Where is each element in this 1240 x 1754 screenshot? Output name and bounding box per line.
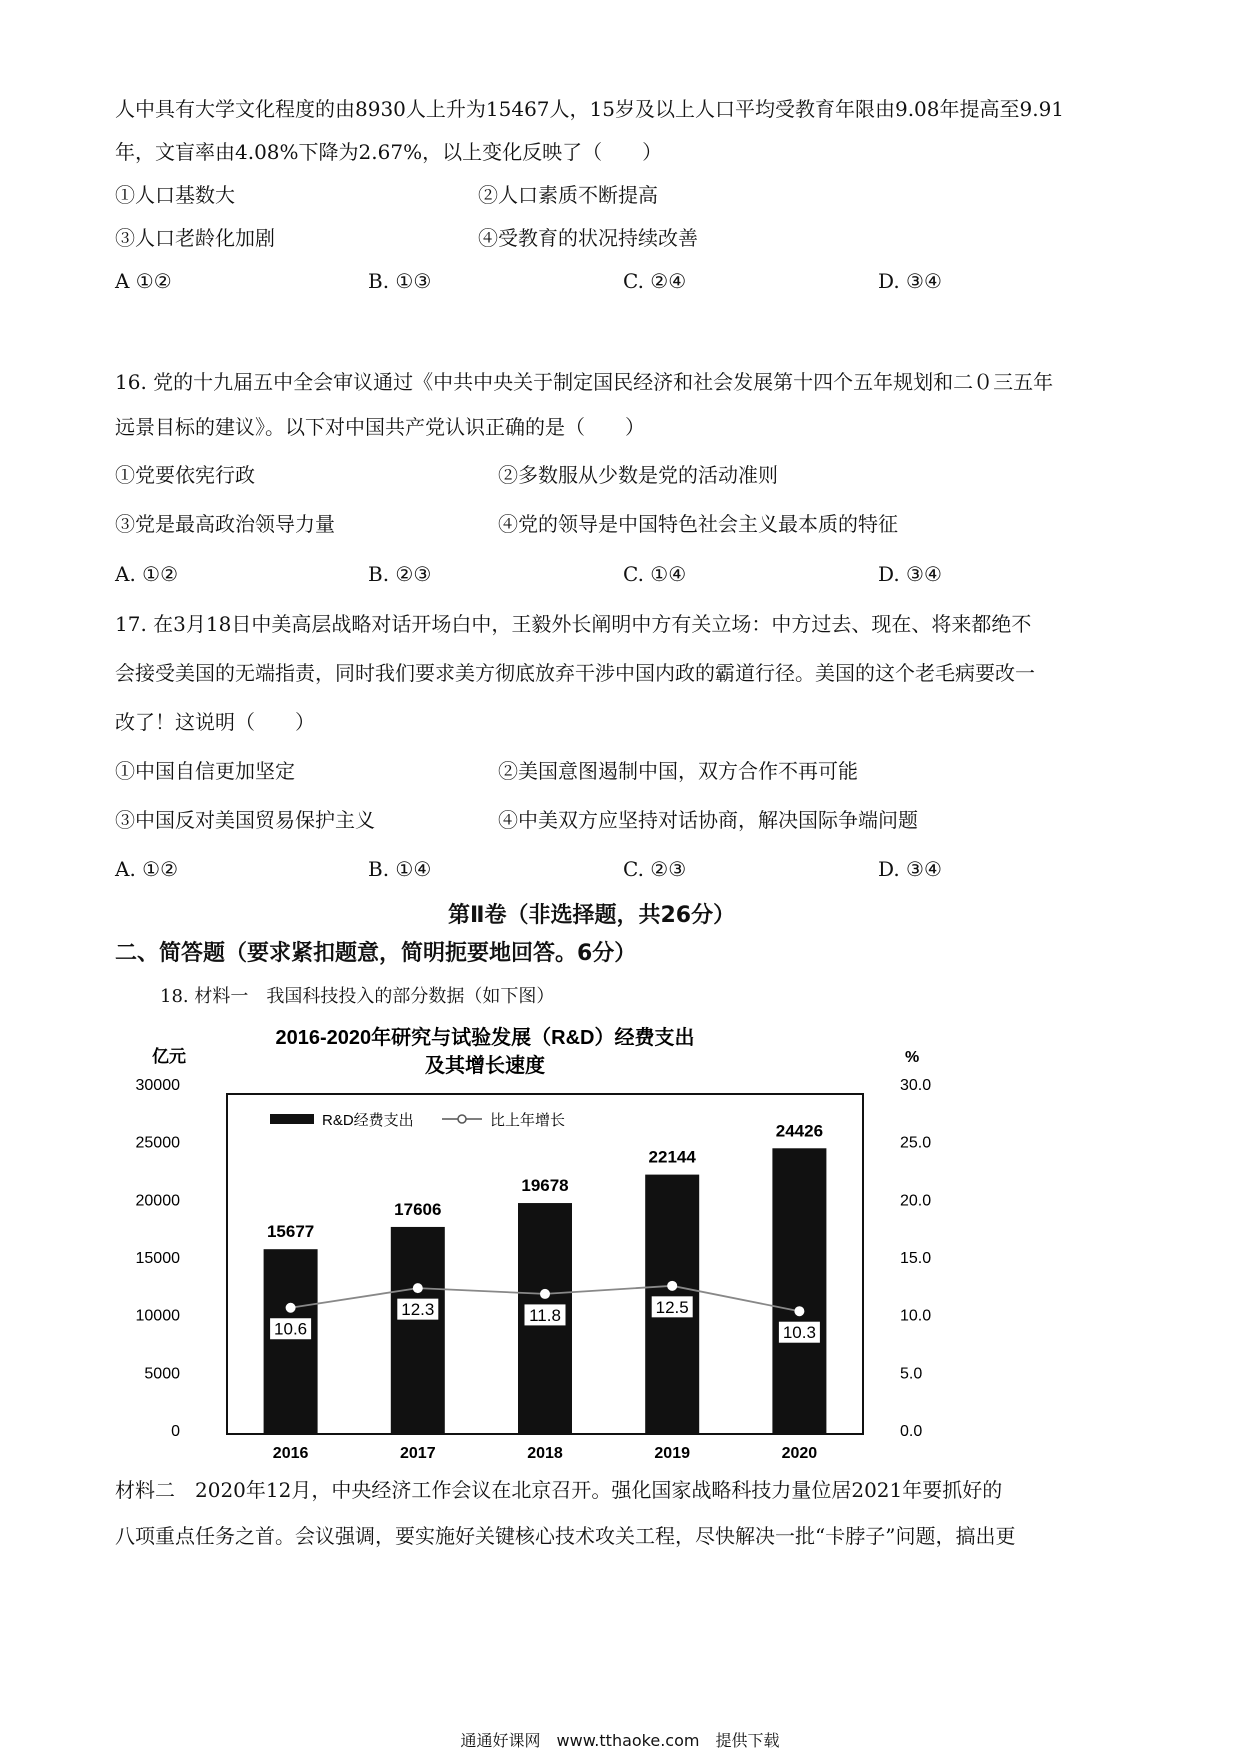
y2-tick-label: 30.0 (900, 1077, 932, 1094)
y2-tick-label: 0.0 (900, 1423, 923, 1440)
bar-value-label: 15677 (266, 1222, 315, 1242)
growth-value-label: 10.6 (274, 1319, 308, 1339)
legend-line-label: 比上年增长 (490, 1112, 566, 1129)
x-tick-label: 2019 (654, 1445, 690, 1462)
q15-stem-line2: 年，文盲率由4.08%下降为2.67%，以上变化反映了（ ） (115, 140, 663, 164)
q17-choice-c: C. ②③ (623, 857, 687, 881)
bar-value-label: 22144 (648, 1147, 696, 1167)
part2-title: 第Ⅱ卷（非选择题，共26分） (448, 903, 736, 928)
growth-point (413, 1284, 422, 1293)
x-tick-label: 2018 (527, 1445, 563, 1462)
q15-choice-d: D. ③④ (878, 269, 942, 293)
q17-item-4: ④中美双方应坚持对话协商，解决国际争端问题 (498, 808, 918, 832)
q15-choice-c: C. ②④ (623, 269, 687, 293)
q15-choice-a: A ①② (115, 269, 172, 293)
q17-choice-d: D. ③④ (878, 857, 942, 881)
q16-choice-a: A. ①② (115, 562, 179, 586)
section2-title: 二、简答题（要求紧扣题意，简明扼要地回答。6分） (115, 941, 637, 966)
q17-item-3: ③中国反对美国贸易保护主义 (115, 808, 375, 832)
legend-bar-swatch (270, 1114, 314, 1124)
q17-choice-a: A. ①② (115, 857, 179, 881)
bar-2020 (772, 1148, 826, 1434)
y2-tick-label: 20.0 (900, 1192, 932, 1210)
bar-2016 (264, 1249, 318, 1434)
y-axis-label: 亿元 (152, 1047, 186, 1066)
material2-line2: 八项重点任务之首。会议强调，要实施好关键核心技术攻关工程，尽快解决一批“卡脖子”问题，搞出更 (115, 1524, 1016, 1548)
y-tick-label: 0 (171, 1423, 180, 1440)
q17-stem-line2: 会接受美国的无端指责，同时我们要求美方彻底放弃干涉中国内政的霸道行径。美国的这个老毛病要改一 (115, 661, 1035, 685)
y-tick-label: 15000 (135, 1250, 180, 1267)
growth-point (541, 1289, 550, 1298)
bar-value-label: 19678 (521, 1176, 569, 1196)
growth-value-label: 10.3 (782, 1323, 816, 1343)
q15-choice-b: B. ①③ (368, 269, 432, 293)
q16-choice-b: B. ②③ (368, 562, 432, 586)
growth-point (286, 1303, 295, 1312)
legend-line-marker (458, 1115, 466, 1123)
q16-choice-c: C. ①④ (623, 562, 687, 586)
q15-item-4: ④受教育的状况持续改善 (478, 226, 698, 250)
bar-value-label: 24426 (775, 1121, 824, 1141)
y-tick-label: 10000 (135, 1307, 180, 1325)
q15-item-1: ①人口基数大 (115, 183, 235, 207)
q16-choice-d: D. ③④ (878, 562, 942, 586)
material2-line1: 材料二 2020年12月，中央经济工作会议在北京召开。强化国家战略科技力量位居2021年要抓好的 (115, 1478, 1003, 1502)
q17-choice-b: B. ①④ (368, 857, 432, 881)
page-footer: 通通好课网 www.tthaoke.com 提供下载 (460, 1731, 780, 1750)
y-tick-label: 5000 (144, 1365, 180, 1383)
q15-stem-line1: 人中具有大学文化程度的由8930人上升为15467人，15岁及以上人口平均受教育年限由9.08年提高至9.91 (115, 97, 1065, 121)
q16-item-1: ①党要依宪行政 (115, 463, 255, 487)
y2-tick-label: 15.0 (900, 1250, 932, 1267)
y-tick-label: 25000 (135, 1134, 180, 1152)
growth-point (668, 1281, 677, 1290)
x-tick-label: 2017 (400, 1445, 436, 1462)
q16-item-3: ③党是最高政治领导力量 (115, 512, 335, 536)
q16-stem-line1: 16. 党的十九届五中全会审议通过《中共中央关于制定国民经济和社会发展第十四个五年规划和二０三五年 (115, 370, 1054, 394)
y2-tick-label: 25.0 (900, 1134, 932, 1152)
q18-intro: 18. 材料一 我国科技投入的部分数据（如下图） (160, 986, 555, 1007)
growth-value-label: 12.3 (401, 1300, 435, 1320)
growth-point (795, 1307, 804, 1316)
growth-value-label: 11.8 (529, 1305, 561, 1325)
chart-subtitle: 及其增长速度 (425, 1055, 545, 1077)
legend-bar-label: R&D经费支出 (322, 1112, 414, 1129)
q17-stem-line3: 改了！这说明（ ） (115, 710, 315, 734)
q16-stem-line2: 远景目标的建议》。以下对中国共产党认识正确的是（ ） (115, 415, 645, 439)
chart-title: 2016-2020年研究与试验发展（R&D）经费支出 (275, 1027, 695, 1049)
q17-item-2: ②美国意图遏制中国，双方合作不再可能 (498, 759, 858, 783)
x-tick-label: 2016 (272, 1445, 309, 1462)
y2-tick-label: 10.0 (900, 1307, 932, 1325)
x-tick-label: 2020 (781, 1445, 818, 1462)
bar-value-label: 17606 (394, 1199, 442, 1219)
q16-item-2: ②多数服从少数是党的活动准则 (498, 463, 778, 487)
q16-item-4: ④党的领导是中国特色社会主义最本质的特征 (498, 512, 898, 536)
growth-value-label: 12.5 (655, 1297, 689, 1317)
q17-item-1: ①中国自信更加坚定 (115, 759, 295, 783)
y-tick-label: 20000 (135, 1192, 180, 1210)
q15-item-3: ③人口老龄化加剧 (115, 226, 275, 250)
y2-tick-label: 5.0 (900, 1365, 923, 1383)
bar-2017 (391, 1227, 445, 1434)
y2-axis-label: % (905, 1049, 920, 1066)
q15-item-2: ②人口素质不断提高 (478, 183, 658, 207)
y-tick-label: 30000 (135, 1077, 180, 1094)
q17-stem-line1: 17. 在3月18日中美高层战略对话开场白中，王毅外长阐明中方有关立场：中方过去、现在、将来都绝不 (115, 612, 1032, 636)
rd-expenditure-chart (130, 1022, 950, 1462)
